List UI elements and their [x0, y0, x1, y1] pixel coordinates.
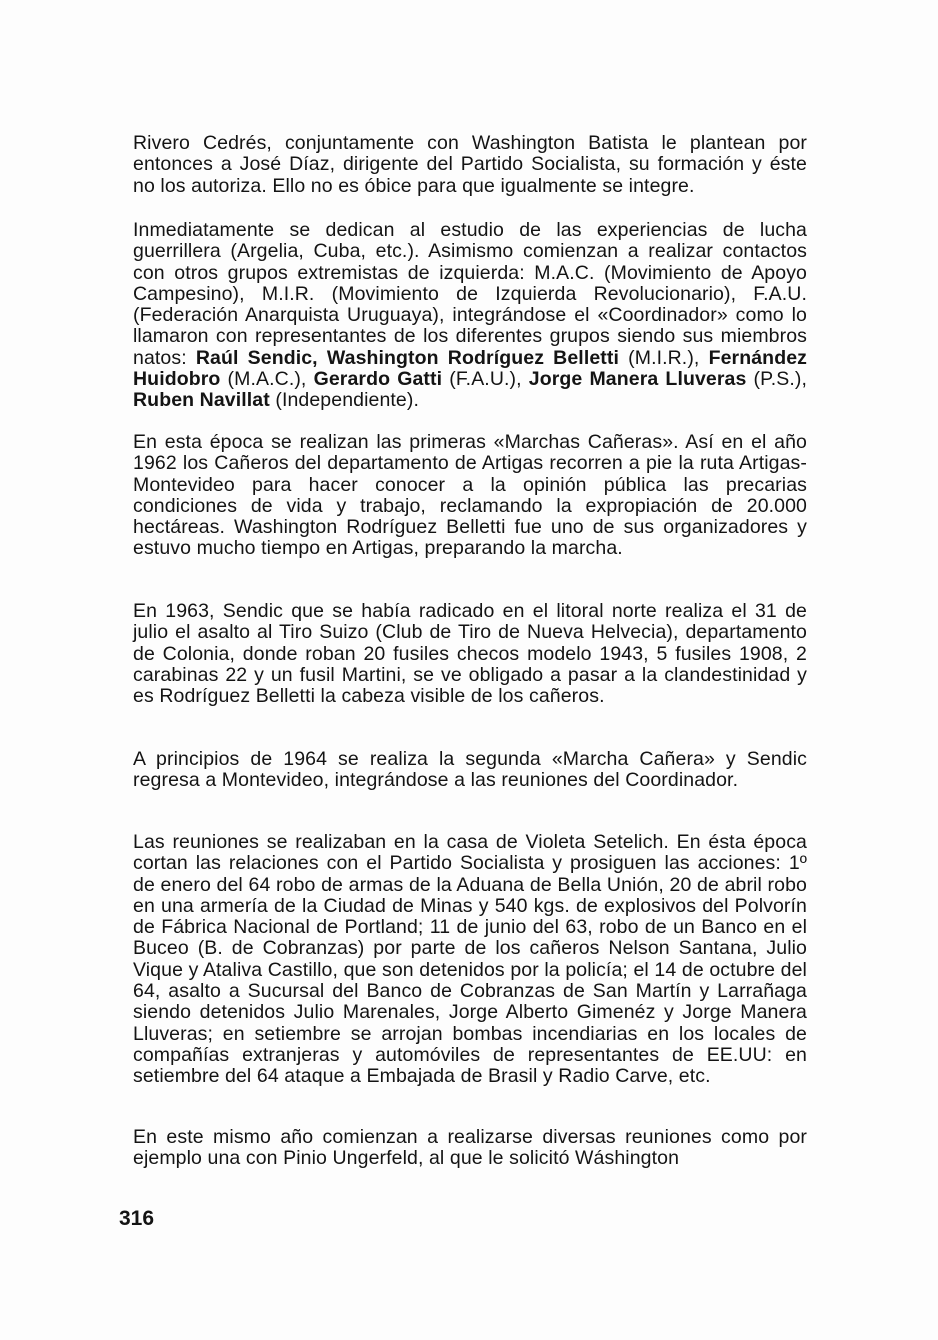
paragraph-7 [133, 1127, 807, 1170]
paragraph-2-text: Inmediatamente se dedican al estudio de las experiencias de lucha guerrillera (Argelia, Cuba, etc.). Asimismo comienzan a realizar contactos con otros grupos extremistas de izquierda: M.A.C. (Movimiento de Apoyo Campesino), M.I.R. (Movimiento de Izquierda Revolucionario), F.A.U. (Federación Anarquista Uruguaya), integrándose el «Coordinador» como lo llamaron con representantes de los diferentes grupos siendo sus miembros natos: [133, 219, 807, 369]
paragraph-4 [133, 601, 807, 707]
paragraph-4-text: En 1963, Sendic que se había radicado en el litoral norte realiza el 31 de julio el asalto al Tiro Suizo (Club de Tiro de Nueva Helvecia), departamento de Colonia, donde roban 20 fusiles checos modelo 1943, 5 fusiles 1908, 2 carabinas 22 y un fusil Martini, se ve obligado a pasar a la clandestinidad y es Rodríguez Belletti la cabeza visible de los cañeros. [133, 600, 807, 708]
paragraph-1 [133, 133, 807, 197]
paragraph-7-text: En este mismo año comienzan a realizarse diversas reuniones como por ejemplo una con Pinio Ungerfeld, al que le solicitó Wáshington [133, 1126, 807, 1170]
name-jorge-manera: Jorge Manera Lluveras [528, 368, 747, 391]
paragraph-2-text: (M.A.C.), [220, 368, 314, 391]
paragraph-2-text: (F.A.U.), [442, 368, 529, 391]
paragraph-3 [133, 432, 807, 560]
name-ruben-navillat: Ruben Navillat [133, 389, 270, 412]
paragraph-2-text: (P.S.), [746, 368, 807, 391]
paragraph-2 [133, 220, 807, 412]
paragraph-6 [133, 832, 807, 1088]
name-fernandez-huidobro: Fernández Huidobro [133, 346, 807, 391]
paragraph-3-text: En esta época se realizan las primeras «Marchas Cañeras». Así en el año 1962 los Cañeros del departamento de Artigas recorren a pie la ruta Artigas-Montevideo para hacer conocer a la opinión pública las precarias condiciones de vida y trabajo, reclamando la expropiación de 20.000 hectáreas. Washington Rodríguez Belletti fue uno de sus organizadores y estuvo mucho tiempo en Artigas, preparando la marcha. [133, 431, 807, 560]
paragraph-5 [133, 749, 807, 792]
name-gerardo-gatti: Gerardo Gatti [313, 368, 443, 391]
paragraph-2-text: (Independiente). [269, 389, 419, 412]
paragraph-2-text: (M.I.R.), [619, 346, 709, 369]
page-number: 316 [119, 1207, 155, 1230]
name-sendic-rodriguez: Raúl Sendic, Washington Rodríguez Belletti [195, 346, 619, 369]
paragraph-5-text: A principios de 1964 se realiza la segunda «Marcha Cañera» y Sendic regresa a Montevideo, integrándose a las reuniones del Coordinador. [133, 748, 807, 792]
paragraph-1-text: Rivero Cedrés, conjuntamente con Washington Batista le plantean por entonces a José Díaz, dirigente del Partido Socialista, su formación y éste no los autoriza. Ello no es óbice para que igualmente se integre. [133, 132, 807, 197]
paragraph-6-text: Las reuniones se realizaban en la casa de Violeta Setelich. En ésta época cortan las relaciones con el Partido Socialista y prosiguen las acciones: 1º de enero del 64 robo de armas de la Aduana de Bella Unión, 20 de abril robo en una armería de la Ciudad de Minas y 540 kgs. de explosivos del Polvorín de Fábrica Nacional de Portland; 11 de junio del 63, robo de un Banco en el Buceo (B. de Cobranzas) por parte de los cañeros Nelson Santana, Julio Vique y Ataliva Castillo, que son detenidos por la policía; el 14 de octubre del 64, asalto a Sucursal del Banco de Cobranzas de San Martín y Larrañaga siendo detenidos Julio Marenales, Jorge Alberto Gimenéz y Jorge Manera Lluveras; en setiembre se arrojan bombas incendiarias en los locales de compañías extranjeras y automóviles de representantes de EE.UU: en setiembre del 64 ataque a Embajada de Brasil y Radio Carve, etc. [133, 831, 807, 1088]
